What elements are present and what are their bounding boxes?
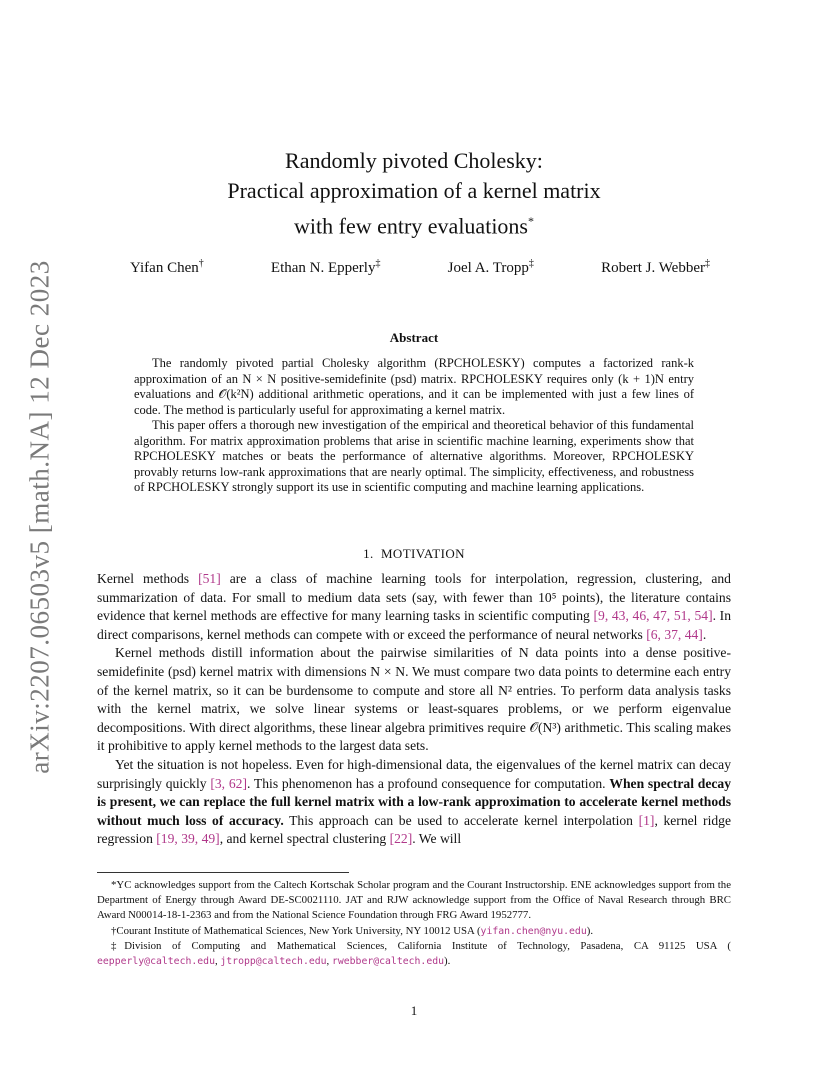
- body-text: [97, 570, 731, 849]
- title-line-3: with few entry evaluations*: [294, 213, 534, 239]
- author-list: [130, 258, 710, 277]
- citation-link[interactable]: [6, 37, 44]: [646, 626, 703, 642]
- abstract-paragraph: This paper offers a thorough new investigation of the empirical and theoretical behavior of this fundamental algorithm. For matrix approximation problems that arise in scientific machine learning, experiments show that RPCHOLESKY matches or beats the performance of alternative algorithms. Moreover, RPCHOLESKY provably returns low-rank approximations that are nearly optimal. The simplicity, effectiveness, and robustness of RPCHOLESKY strongly support its use in scientific computing and machine learning applications.: [134, 418, 694, 494]
- body-paragraph: Kernel methods [51] are a class of machine learning tools for interpolation, regression, clustering, and summarization of data. For small to medium data sets (say, with fewer than 10⁵ points), the literature contains evidence that kernel methods are effective for many learning tasks in scientific computing [9, 43, 46, 47, 51, 54]. In direct comparisons, kernel methods can compete with or exceed the performance of neural networks [6, 37, 44].: [97, 571, 731, 642]
- page-number: 1: [410, 1003, 418, 1018]
- footnote-rule: [97, 872, 349, 873]
- abstract: [134, 356, 694, 496]
- email-link[interactable]: jtropp@caltech.edu: [220, 956, 327, 968]
- citation-link[interactable]: [19, 39, 49]: [156, 831, 220, 847]
- abstract-heading: Abstract: [389, 330, 439, 345]
- arxiv-identifier: arXiv:2207.06503v5 [math.NA] 12 Dec 2023: [24, 260, 55, 774]
- body-paragraph: Yet the situation is not hopeless. Even for high-dimensional data, the eigenvalues of the kernel matrix can decay surprisingly quickly [3, 62]. This phenomenon has a profound consequence for computation. When spectral decay is present, we can replace the full kernel matrix with a low-rank approximation to accelerate kernel methods without much loss of accuracy. This approach can be used to accelerate kernel interpolation [1], kernel ridge regression [19, 39, 49], and kernel spectral clustering [22]. We will: [97, 756, 731, 847]
- author: Joel A. Tropp‡: [447, 258, 534, 276]
- email-link[interactable]: eepperly@caltech.edu: [97, 956, 215, 968]
- citation-link[interactable]: [51]: [198, 571, 221, 586]
- author: Robert J. Webber‡: [601, 258, 710, 276]
- section-heading: 1. MOTIVATION: [363, 546, 465, 561]
- footnotes: [97, 878, 731, 969]
- author: Yifan Chen†: [130, 258, 204, 276]
- footnote: †Courant Institute of Mathematical Sciences, New York University, NY 10012 USA (yifan.chen@nyu.edu).: [111, 924, 594, 937]
- citation-link[interactable]: [22]: [389, 831, 413, 847]
- email-link[interactable]: rwebber@caltech.edu: [331, 956, 445, 968]
- footnote: *YC acknowledges support from the Caltech Kortschak Scholar program and the Courant Instructorship. ENE acknowledges support from the Department of Energy through Award DE-SC0021110. JAT and RJW acknowledge support from the Office of Naval Research through BRC Award N00014-18-1-2363 and from the National Science Foundation through FRG Award 1952777.: [97, 879, 731, 922]
- abstract-paragraph: The randomly pivoted partial Cholesky algorithm (RPCHOLESKY) computes a factorized rank-k approximation of an N × N positive-semidefinite (psd) matrix. RPCHOLESKY requires only (k + 1)N entry evaluations and 𝒪(k²N) additional arithmetic operations, and it can be implemented with just a few lines of code. The method is particularly useful for approximating a kernel matrix.: [134, 356, 694, 417]
- footnote: ‡Division of Computing and Mathematical Sciences, California Institute of Technology, Pasadena, CA 91125 USA ( eepperly@caltech.edu, jtropp@caltech.edu, rwebber@caltech.edu).: [97, 939, 731, 968]
- citation-link[interactable]: [9, 43, 46, 47, 51, 54]: [593, 608, 713, 624]
- email-link[interactable]: yifan.chen@nyu.edu: [480, 925, 587, 937]
- author: Ethan N. Epperly‡: [270, 258, 381, 276]
- body-paragraph: Kernel methods distill information about the pairwise similarities of N data points into a dense positive-semidefinite (psd) kernel matrix with dimensions N × N. We must compare two data points to determine each entry of the kernel matrix, so it can be burdensome to compute and store all N² entries. To perform data analysis tasks with the kernel matrix, we solve linear systems or least-squares problems, or we perform eigenvalue decompositions. With direct algorithms, these linear algebra primitives require 𝒪(N³) arithmetic. This scaling makes it prohibitive to apply kernel methods to the largest data sets.: [97, 645, 731, 754]
- title-line-1: Randomly pivoted Cholesky:: [285, 148, 543, 173]
- emphasized-statement: When spectral decay is present, we can replace the full kernel matrix with a low-rank approximation to accelerate kernel methods without much loss of accuracy.: [97, 775, 731, 828]
- citation-link[interactable]: [3, 62]: [210, 775, 247, 791]
- citation-link[interactable]: [1]: [638, 812, 655, 828]
- title-line-2: Practical approximation of a kernel matrix: [227, 178, 601, 203]
- paper-title: [0, 146, 828, 241]
- title-footnote-mark: *: [528, 214, 534, 228]
